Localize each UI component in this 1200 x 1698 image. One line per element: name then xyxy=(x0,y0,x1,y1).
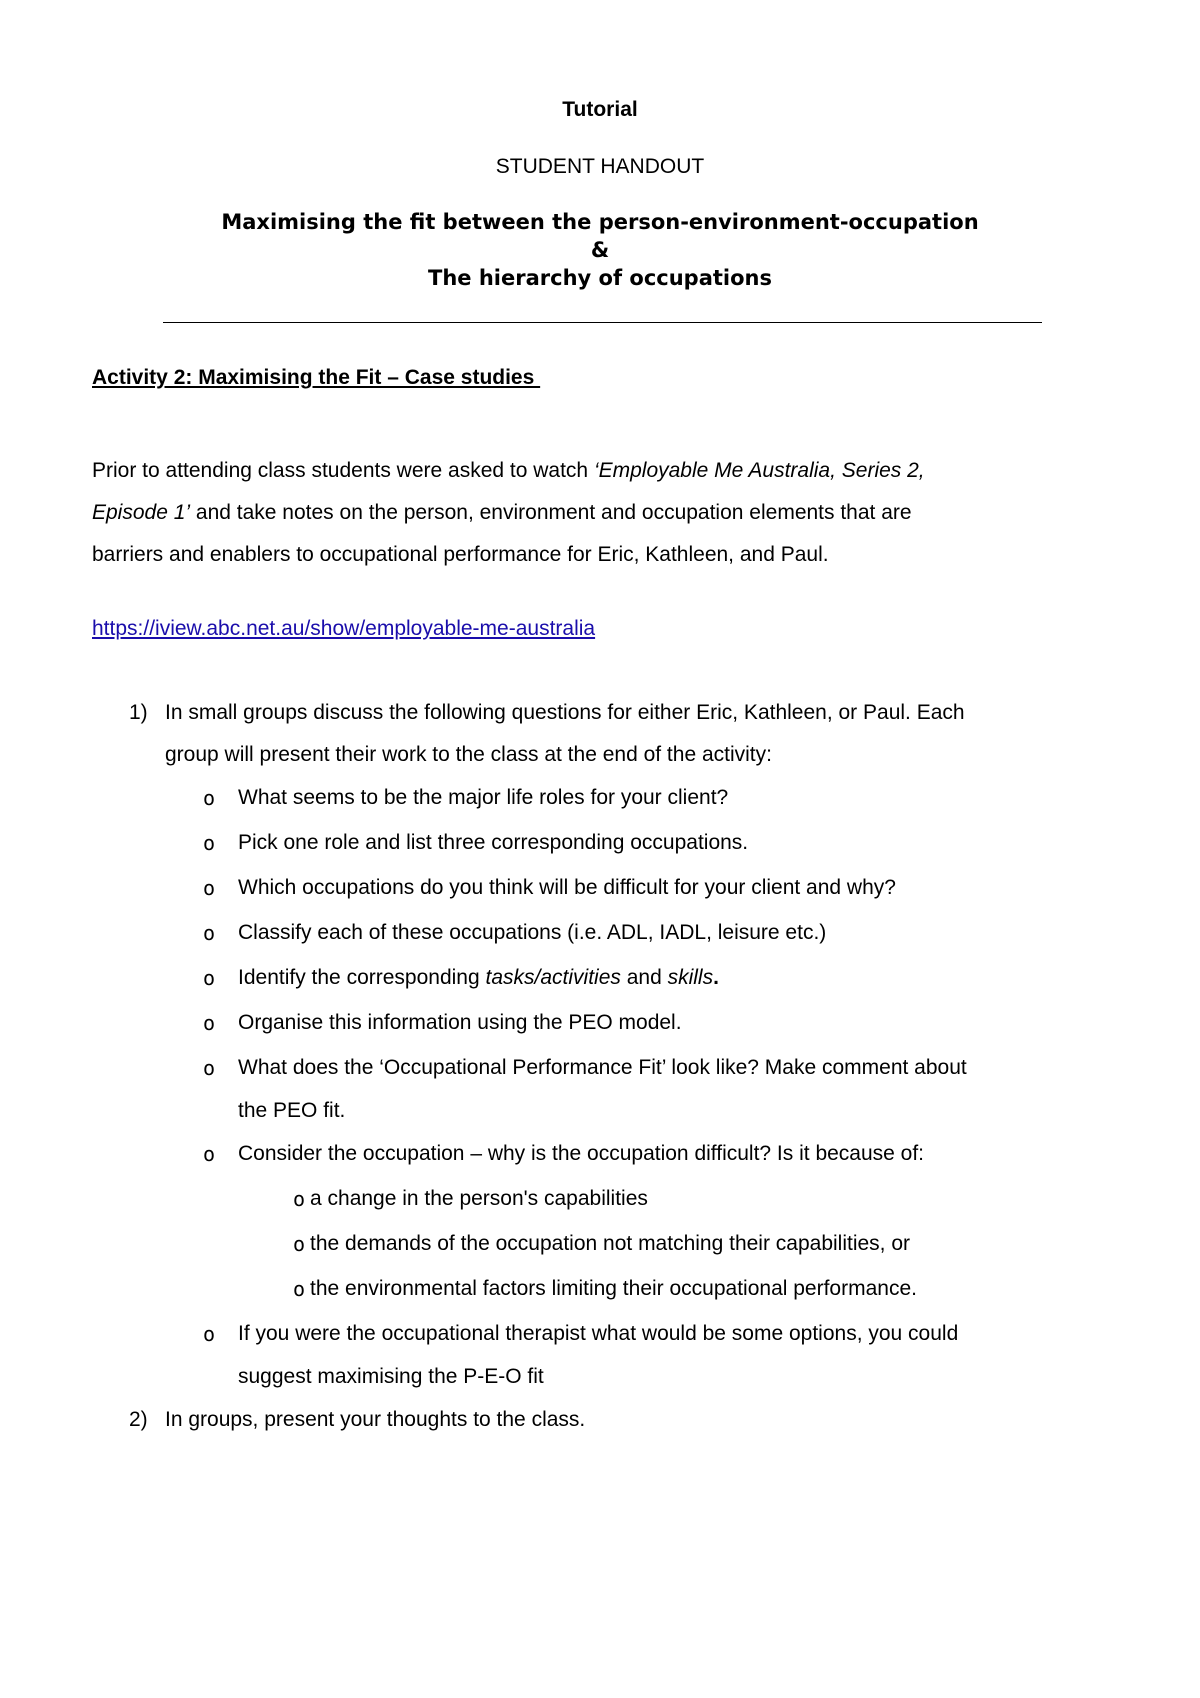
intro-paragraph xyxy=(92,450,1102,576)
bullet-tasks-italic: tasks/activities xyxy=(485,966,621,989)
bullet-marker: o xyxy=(203,876,216,900)
bullet-organise: Organise this information using the PEO model. xyxy=(238,1011,682,1034)
bullet-marker: o xyxy=(203,1056,216,1080)
intro-line1 xyxy=(92,450,1102,492)
intro-text-cont: and take notes on the person, environment and occupation elements that are xyxy=(190,501,912,524)
bullet-classify: Classify each of these occupations (i.e. ADL, IADL, leisure etc.) xyxy=(238,921,827,944)
main-heading-line1: Maximising the fit between the person-environment-occupation xyxy=(221,210,979,234)
intro-text: Prior to attending class students were asked to watch xyxy=(92,459,594,482)
bullet-marker: o xyxy=(203,786,216,810)
list-number-2: 2) xyxy=(129,1408,148,1431)
bullet-life-roles: What seems to be the major life roles for your client? xyxy=(238,786,729,809)
bullet-identify-text: Identify the corresponding xyxy=(238,966,486,989)
intro-line2 xyxy=(92,492,1102,534)
bullet-identify-tasks xyxy=(238,966,719,990)
bullet-marker: o xyxy=(203,1142,216,1166)
doc-subtitle: STUDENT HANDOUT xyxy=(495,155,705,178)
bullet-period: . xyxy=(713,966,719,989)
bullet-marker: o xyxy=(203,966,216,990)
intro-episode-number: Episode 1’ xyxy=(92,501,191,524)
bullet-marker: o xyxy=(203,1322,216,1346)
intro-episode-title: ‘Employable Me Australia, Series 2, xyxy=(593,459,925,482)
bullet-therapist-line1: If you were the occupational therapist what would be some options, you could xyxy=(238,1322,959,1345)
bullet-pick-role: Pick one role and list three corresponding occupations. xyxy=(238,831,749,854)
sub-bullet-environment: the environmental factors limiting their occupational performance. xyxy=(310,1277,917,1300)
bullet-and-text: and xyxy=(620,966,668,989)
horizontal-rule xyxy=(163,322,1042,323)
sub-bullet-marker: o xyxy=(293,1187,306,1211)
intro-line3: barriers and enablers to occupational performance for Eric, Kathleen, and Paul. xyxy=(92,543,829,566)
sub-bullet-marker: o xyxy=(293,1232,306,1256)
bullet-therapist-line2: suggest maximising the P-E-O fit xyxy=(238,1365,544,1388)
bullet-marker: o xyxy=(203,831,216,855)
main-heading-line2: & xyxy=(590,238,610,262)
main-heading-line3: The hierarchy of occupations xyxy=(428,266,772,290)
bullet-fit-line2: the PEO fit. xyxy=(238,1099,346,1122)
bullet-marker: o xyxy=(203,1011,216,1035)
iview-link[interactable]: https://iview.abc.net.au/show/employable-me-australia xyxy=(92,617,596,640)
sub-bullet-capabilities: a change in the person's capabilities xyxy=(310,1187,648,1210)
list-number-1: 1) xyxy=(129,701,148,724)
bullet-consider-occupation: Consider the occupation – why is the occupation difficult? Is it because of: xyxy=(238,1142,925,1165)
bullet-skills-italic: skills xyxy=(667,966,714,989)
item1-line1: In small groups discuss the following questions for either Eric, Kathleen, or Paul. Each xyxy=(165,701,965,724)
sub-bullet-demands: the demands of the occupation not matching their capabilities, or xyxy=(310,1232,911,1255)
item2-line1: In groups, present your thoughts to the class. xyxy=(165,1408,586,1431)
activity-heading: Activity 2: Maximising the Fit – Case studies xyxy=(92,366,541,389)
bullet-marker: o xyxy=(203,921,216,945)
doc-title: Tutorial xyxy=(562,98,638,121)
main-heading xyxy=(0,208,1200,292)
bullet-fit-line1: What does the ‘Occupational Performance Fit’ look like? Make comment about xyxy=(238,1056,967,1079)
item1-line2: group will present their work to the class at the end of the activity: xyxy=(165,743,772,766)
bullet-difficult-occupations: Which occupations do you think will be difficult for your client and why? xyxy=(238,876,896,899)
sub-bullet-marker: o xyxy=(293,1277,306,1301)
